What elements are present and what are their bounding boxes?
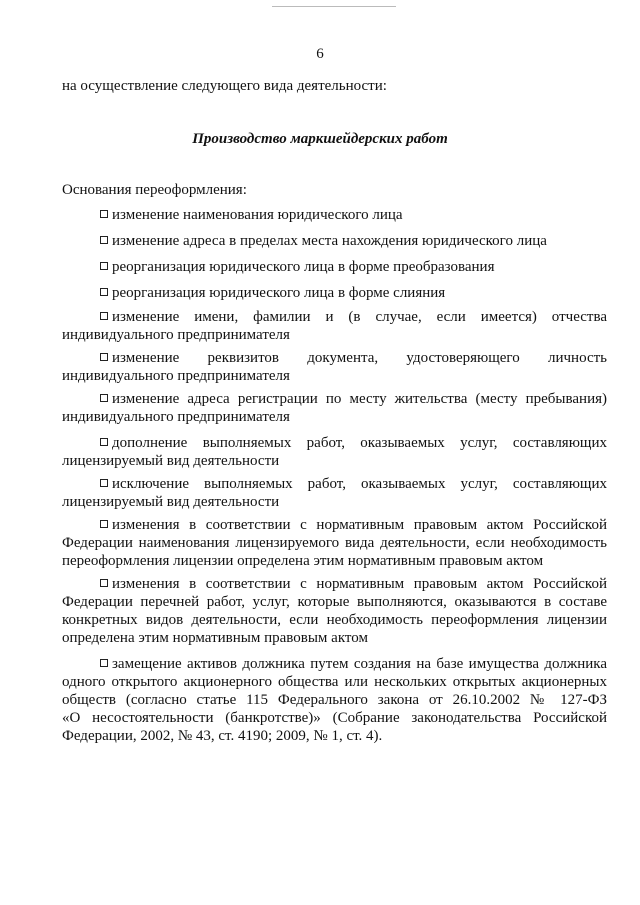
ground-item-text: реорганизация юридического лица в форме преобразования (112, 259, 495, 275)
checkbox[interactable] (100, 479, 108, 487)
checkbox[interactable] (100, 579, 108, 587)
ground-item-text: индивидуального предпринимателя (62, 327, 290, 343)
ground-item-text: лицензируемый вид деятельности (62, 453, 280, 469)
ground-item-text: индивидуального предпринимателя (62, 409, 290, 425)
ground-item-text: индивидуального предпринимателя (62, 368, 290, 384)
checkbox[interactable] (100, 659, 108, 667)
activity-title: Производство маркшейдерских работ (192, 131, 448, 147)
scan-edge-line (272, 6, 396, 7)
ground-item (62, 655, 607, 745)
ground-item (62, 232, 607, 250)
ground-item-text: Федерации перечней работ, услуг, которые выполняются, оказываются в составе (62, 594, 607, 610)
ground-item (62, 284, 607, 302)
checkbox[interactable] (100, 210, 108, 218)
ground-item-text: Федерации наименования лицензируемого вида деятельности, если необходимость (62, 535, 607, 551)
ground-item (62, 475, 607, 511)
ground-item-text: обществ (согласно статье 115 Федерального закона от 26.10.2002 № 127-ФЗ (62, 692, 607, 708)
ground-item-text: дополнение выполняемых работ, оказываемых услуг, составляющих (112, 435, 607, 451)
ground-item-text: изменение наименования юридического лица (112, 207, 403, 223)
page-number: 6 (316, 46, 324, 62)
ground-item-text: определена этим нормативным правовым актом (62, 630, 368, 646)
ground-item-text: «О несостоятельности (банкротстве)» (Собрание законодательства Российской (62, 710, 607, 726)
checkbox[interactable] (100, 288, 108, 296)
ground-item (62, 434, 607, 470)
checkbox[interactable] (100, 438, 108, 446)
ground-item-text: лицензируемый вид деятельности (62, 494, 280, 510)
ground-item (62, 390, 607, 426)
checkbox[interactable] (100, 236, 108, 244)
ground-item-text: изменение адреса регистрации по месту жительства (месту пребывания) (112, 391, 607, 407)
ground-item-text: исключение выполняемых работ, оказываемых услуг, составляющих (112, 476, 607, 492)
ground-item-text: одного открытого акционерного общества или нескольких открытых акционерных (62, 674, 607, 690)
checkbox[interactable] (100, 353, 108, 361)
ground-item-text: реорганизация юридического лица в форме слияния (112, 285, 446, 301)
grounds-heading: Основания переоформления: (62, 182, 247, 198)
checkbox[interactable] (100, 312, 108, 320)
ground-item-text: изменение адреса в пределах места нахождения юридического лица (112, 233, 547, 249)
intro-line: на осуществление следующего вида деятельности: (62, 78, 387, 94)
ground-item-text: замещение активов должника путем создания на базе имущества должника (112, 656, 607, 672)
ground-item (62, 575, 607, 647)
ground-item (62, 258, 607, 276)
checkbox[interactable] (100, 262, 108, 270)
ground-item-text: изменение имени, фамилии и (в случае, если имеется) отчества (112, 309, 607, 325)
ground-item (62, 206, 607, 224)
ground-item-text: изменения в соответствии с нормативным правовым актом Российской (112, 517, 607, 533)
checkbox[interactable] (100, 394, 108, 402)
ground-item-text: изменения в соответствии с нормативным правовым актом Российской (112, 576, 607, 592)
ground-item-text: переоформления лицензии определена этим нормативным правовым актом (62, 553, 544, 569)
ground-item (62, 516, 607, 570)
ground-item (62, 308, 607, 344)
checkbox[interactable] (100, 520, 108, 528)
ground-item-text: конкретных видов деятельности, если необходимость переоформления лицензии (62, 612, 607, 628)
ground-item-text: Федерации, 2002, № 43, ст. 4190; 2009, № 1, ст. 4). (62, 728, 383, 744)
ground-item (62, 349, 607, 385)
ground-item-text: изменение реквизитов документа, удостоверяющего личность (112, 350, 607, 366)
